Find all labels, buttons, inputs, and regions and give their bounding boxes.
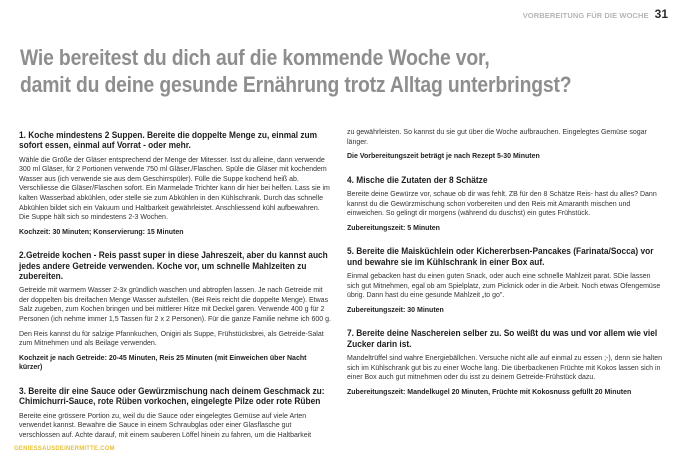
section-soups <box>19 130 331 237</box>
right-column <box>347 128 663 410</box>
section-time: Zubereitungszeit: 30 Minuten <box>347 306 444 314</box>
section-heading: 7. Bereite deine Naschereien selber zu. So weißt du was und vor allem wie viel Zucker darin ist. <box>347 328 658 349</box>
section-text: zu gewährleisten. So kannst du sie gut über die Woche aufbrauchen. Eingelegtes Gemüse sogar länger. <box>347 129 647 146</box>
section-pancakes <box>347 246 663 315</box>
section-heading: 4. Mische die Zutaten der 8 Schätze <box>347 174 488 185</box>
section-grains <box>19 250 331 373</box>
section-heading: 2.Getreide kochen - Reis passt super in diese Jahreszeit, aber du kannst auch jedes andere Getreide verwenden. Koche vor, um schnelle Mahlzeiten zu zubereiten. <box>19 250 328 281</box>
footer-url: GENIESSAUSDEINERMITTE.COM <box>14 446 115 452</box>
section-heading: 3. Bereite dir eine Sauce oder Gewürzmischung nach deinem Geschmack zu: Chimichurri-Sauce, rote Rüben vorkochen, eingelegte Pilze oder rote Rüben <box>19 385 325 407</box>
section-sweets <box>347 328 663 397</box>
section-text: Mandeltrüffel sind wahre Energiebällchen. Versuche nicht alle auf einmal zu essen ;-), denn sie halten sich im Kühlschrank gut bis zu einer Woche lang. Die überbackenen Früchte mit Kokos lassen sich in einer Box auch gut mitnehmen oder du isst zu deinem Getreide-Frühstück dazu. <box>347 355 663 382</box>
section-text: Bereite eine grössere Portion zu, weil du die Sauce oder eingelegtes Gemüse auf viele Arten verwendet kannst. Bewahre die Sauce in einem Schraubglas oder einer Glasflasche gut verschlossen auf. Achte darauf, mit einem sauberen Löffel hinein zu fahren, um die Haltbarkeit <box>19 412 312 439</box>
section-time: Zubereitungszeit: 5 Minuten <box>347 224 440 232</box>
running-head <box>523 7 668 21</box>
section-text: Wähle die Größe der Gläser entsprechend der Menge der Mitesser. Isst du alleine, dann verwende 300 ml Gläser, für 2 Portionen verwende 750 ml Gläser./Flaschen. Spüle die Gläser mit kochendem Wasser aus (ich verwende sie aus dem Geschirrspüler). Fülle die Suppe kochend heiß ab. Verschliesse die Gläser/Flaschen sofort. Ein Marmelade Trichter kann dir hier bei helfen. Lass sie im kalten Wasserbad abkühlen, oder stelle sie zum Abkühlen in den Kühlschrank. Durch das schnelle Abkühlen bildet sich ein Vakuum und Haltbarkeit gewährleistet. Anschliessend kühl aufbewahren. Die Suppe hält sich so mindestens 2-3 Wochen. <box>19 156 330 222</box>
page-title-line-2: damit du deine gesunde Ernährung trotz Alltag unterbringst? <box>20 72 572 97</box>
section-text: Bereite deine Gewürze vor, schaue ob dir was fehlt. ZB für den 8 Schätze Reis- hast du alles? Dann kannst du die Gewürzmischung schon vorbereiten und den Reis mit Amaranth mischen und einweichen. So gelingt dir morgens (während du duschst) ein gutes Frühstück. <box>347 191 657 218</box>
section-sauce-continued <box>347 128 663 162</box>
section-heading: 1. Koche mindestens 2 Suppen. Bereite die doppelte Menge zu, einmal zum sofort essen, einmal auf Vorrat - oder mehr. <box>19 130 318 151</box>
section-time: Kochzeit je nach Getreide: 20-45 Minuten, Reis 25 Minuten (mit Einweichen über Nacht kürzer) <box>19 354 307 372</box>
section-time: Kochzeit: 30 Minuten; Konservierung: 15 Minuten <box>19 228 184 236</box>
section-sauce <box>19 386 331 440</box>
page-title <box>20 44 579 98</box>
section-heading: 5. Bereite die Maisküchlein oder Kichererbsen-Pancakes (Farinata/Socca) vor und bewahre sie im Kühlschrank in einer Box auf. <box>347 246 654 267</box>
section-text: Getreide mit warmem Wasser 2-3x gründlich waschen und abtropfen lassen. Je nach Getreide mit der doppelten bis dreifachen Menge Wasser aufstellen. (Bei Reis reicht die doppelte Menge). Etwas Salz zugeben, zum Kochen bringen und bei mittlerer Hitze mit Deckel garen. Verwende 400 g für 2 Personen (ich nehme immer 1,5 Tassen für 2 x 2 Personen). Für die ganze Familie nehme ich 600 g. <box>19 287 331 324</box>
section-eight-treasures <box>347 175 663 234</box>
section-time: Zubereitungszeit: Mandelkugel 20 Minuten, Früchte mit Kokosnuss gefüllt 20 Minuten <box>347 388 632 396</box>
left-column <box>19 128 331 445</box>
section-text: Den Reis kannst du für salzige Pfannkuchen, Onigiri als Suppe, Frühstücksbrei, als Getreide-Salat zum Mitnehmen und als Beilage verwenden. <box>19 330 324 348</box>
section-text: Einmal gebacken hast du einen guten Snack, oder auch eine schnelle Mahlzeit parat. SDie lassen sich gut Mitnehmen, egal ob am Spielplatz, zum Picknick oder in die Arbeit. Noch etwas Ofengemüse übrig. Dann hast du eine gesunde Mahlzeit „to go". <box>347 273 661 300</box>
section-label: VORBEREITUNG FÜR DIE WOCHE <box>522 11 649 20</box>
page-number: 31 <box>654 7 668 21</box>
section-time: Die Vorbereitungszeit beträgt je nach Rezept 5-30 Minuten <box>347 153 540 161</box>
page-title-line-1: Wie bereitest du dich auf die kommende Woche vor, <box>20 45 490 70</box>
